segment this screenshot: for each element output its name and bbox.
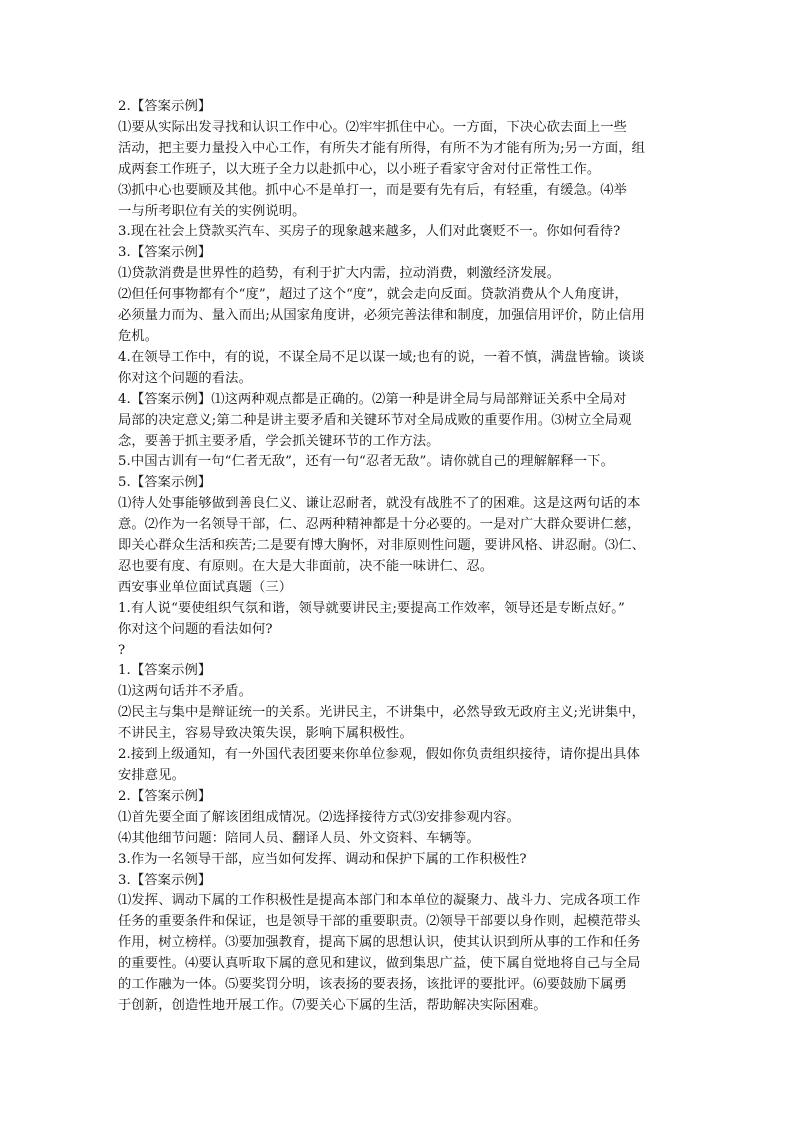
- text-line: 忍也要有度、有原则。在大是大非面前，决不能一味讲仁、忍。: [118, 558, 494, 574]
- text-line: 3.【答案示例】: [118, 872, 212, 888]
- text-line: ⑴要从实际出发寻找和认识工作中心。⑵牢牢抓住中心。一方面，下决心砍去面上一些: [118, 119, 628, 135]
- text-line: 安排意见。: [118, 768, 185, 783]
- text-line: ⑴发挥、调动下属的工作积极性是提高本部门和本单位的凝聚力、战斗力、完成各项工作: [118, 893, 641, 909]
- text-line: ⑵但任何事物都有个“度”，超过了这个“度”，就会走向反面。贷款消费从个人角度讲，: [118, 287, 628, 303]
- text-line: 4.在领导工作中，有的说，不谋全局不足以谋一域;也有的说，一着不慎，满盘皆输。谈谈: [118, 349, 645, 365]
- text-line: ⑴这两句话并不矛盾。: [118, 684, 252, 700]
- text-line: 的重要性。⑷要认真听取下属的意见和建议，做到集思广益，使下属自觉地将自己与全局: [118, 956, 641, 972]
- text-line: 一与所考职位有关的实例说明。: [118, 203, 306, 219]
- text-line: 危机。: [118, 328, 159, 344]
- document-body: [118, 97, 678, 1017]
- text-line: 成两套工作班子，以大班子全力以赴抓中心，以小班子看家守舍对付正常性工作。: [118, 161, 601, 177]
- text-line: 4.【答案示例】⑴这两种观点都是正确的。⑵第一种是讲全局与局部辩证关系中全局对: [118, 391, 627, 407]
- text-line: 5.中国古训有一句“仁者无敌”，还有一句“忍者无敌”。请你就自己的理解解释一下。: [118, 454, 614, 470]
- text-line: ⑴首先要全面了解该团组成情况。⑵选择接待方式⑶安排参观内容。: [118, 809, 520, 825]
- text-line: ?: [118, 642, 126, 658]
- text-line: ⑴贷款消费是世界性的趋势，有利于扩大内需，拉动消费，刺激经济发展。: [118, 266, 561, 282]
- text-line: 意。⑵作为一名领导干部，仁、忍两种精神都是十分必要的。一是对广大群众要讲仁慈，: [118, 517, 641, 533]
- text-line: 必须量力而为、量入而出;从国家角度讲，必须完善法律和制度，加强信用评价，防止信用: [118, 308, 646, 324]
- text-line: 念，要善于抓主要矛盾，学会抓关键环节的工作方法。: [118, 433, 440, 449]
- text-line: 活动，把主要力量投入中心工作，有所失才能有所得，有所不为才能有所为;另一方面，组: [118, 140, 646, 156]
- text-line: 2.【答案示例】: [118, 788, 212, 804]
- text-line: 的工作融为一体。⑸要奖罚分明，该表扬的要表扬，该批评的要批评。⑹要鼓励下属勇: [118, 977, 628, 993]
- text-line: 你对这个问题的看法。: [118, 370, 252, 386]
- text-line: 于创新，创造性地开展工作。⑺要关心下属的生活，帮助解决实际困难。: [118, 997, 547, 1013]
- text-line: ⑴待人处事能够做到善良仁义、谦让忍耐者，就没有战胜不了的困难。这是这两句话的本: [118, 496, 641, 512]
- text-line: 你对这个问题的看法如何?: [118, 621, 273, 637]
- text-line: 1.有人说“要使组织气氛和谐，领导就要讲民主;要提高工作效率，领导还是专断点好。”: [118, 600, 625, 616]
- text-line: ⑷其他细节问题：陪同人员、翻译人员、外文资料、车辆等。: [118, 830, 480, 846]
- text-line: 任务的重要条件和保证，也是领导干部的重要职责。⑵领导干部要以身作则，起模范带头: [118, 914, 641, 930]
- text-line: 3.现在社会上贷款买汽车、买房子的现象越来越多，人们对此褒贬不一。你如何看待?: [118, 224, 621, 240]
- text-line: 2.【答案示例】: [118, 99, 212, 114]
- text-line: 1.【答案示例】: [118, 663, 212, 679]
- text-line: 2.接到上级通知，有一外国代表团要来你单位参观，假如你负责组织接待，请你提出具体: [118, 747, 640, 763]
- text-line: ⑶抓中心也要顾及其他。抓中心不是单打一，而是要有先有后，有轻重，有缓急。⑷举: [118, 182, 628, 198]
- text-line: 3.【答案示例】: [118, 245, 212, 261]
- text-line: 不讲民主，容易导致决策失误，影响下属积极性。: [118, 726, 413, 742]
- section-heading: 西安事业单位面试真题（三）: [118, 579, 293, 595]
- text-line: 5.【答案示例】: [118, 475, 212, 491]
- text-line: 3.作为一名领导干部，应当如何发挥、调动和保护下属的工作积极性?: [118, 851, 527, 867]
- text-line: ⑵民主与集中是辩证统一的关系。光讲民主，不讲集中，必然导致无政府主义;光讲集中，: [118, 705, 646, 721]
- text-line: 即关心群众生活和疾苦;二是要有博大胸怀，对非原则性问题，要讲风格、讲忍耐。⑶仁、: [118, 538, 646, 554]
- text-line: 局部的决定意义;第二种是讲主要矛盾和关键环节对全局成败的重要作用。⑶树立全局观: [118, 412, 632, 428]
- text-line: 作用，树立榜样。⑶要加强教育，提高下属的思想认识，使其认识到所从事的工作和任务: [118, 935, 641, 951]
